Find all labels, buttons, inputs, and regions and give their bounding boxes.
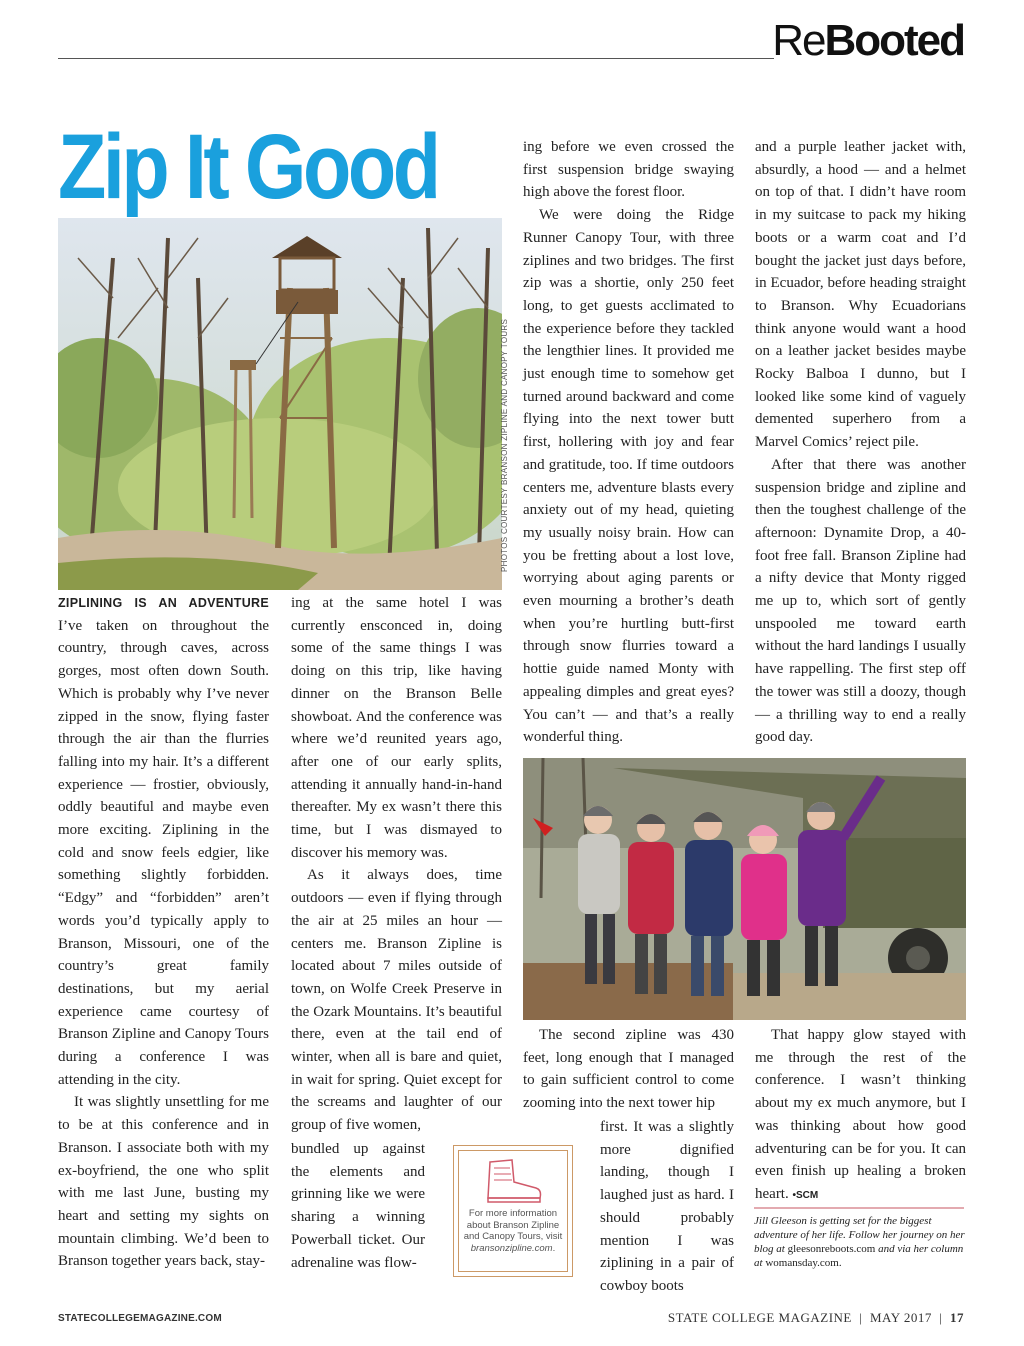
sidebar-text: For more information about Branson Zipline and Canopy Tours, visit bransonzipline.com.	[463, 1208, 563, 1254]
info-sidebar	[453, 1145, 573, 1277]
article-column-3-lower	[523, 1024, 734, 1115]
article-column-4-lower	[755, 1024, 966, 1208]
sidebar-link[interactable]: bransonzipline.com	[470, 1242, 553, 1254]
lead-in: ZIPLINING IS AN ADVENTURE	[58, 596, 269, 610]
article-column-3-wrap	[600, 1116, 734, 1298]
hiking-boot-icon	[482, 1156, 544, 1204]
bio-link-blog[interactable]: gleesonreboots.com	[787, 1243, 876, 1255]
issue-date: MAY 2017	[869, 1310, 932, 1325]
article-headline: Zip It Good	[58, 116, 438, 218]
bio-link-column[interactable]: womansday.com	[765, 1257, 839, 1269]
photo-credit: PHOTOS COURTESY BRANSON ZIPLINE AND CANOPY TOURS	[500, 318, 509, 572]
paragraph: ing before we even crossed the first suspension bridge swaying high above the forest floor.	[523, 139, 734, 201]
section-brand: ReBooted	[772, 16, 964, 65]
end-mark: •SCM	[792, 1189, 819, 1201]
article-column-3	[523, 136, 734, 749]
article-column-2	[291, 592, 502, 1137]
paragraph: bundled up against the elements and grinning like we were sharing a winning Powerball ticket. Our adrenaline was flow-	[291, 1141, 425, 1271]
paragraph: ZIPLINING IS AN ADVENTURE I’ve taken on throughout the country, through caves, across gorges, most often down South. Which is probably why I’ve never zipped in the snow, flying faster through the air than the flurries falling into my hair. It’s a different experience — frostier, obviously, oddly beautiful and maybe even more exciting. Ziplining in the cold and snow feels edgier, like something slightly forbidden. “Edgy” and “forbidden” aren’t words you’d typically apply to Branson, Missouri, one of the country’s great family destinations, but my aerial experience came courtesy of Branson Zipline and Canopy Tours during a conference I was attending in the city.	[58, 596, 269, 1088]
group-photo	[523, 758, 966, 1020]
paragraph: The second zipline was 430 feet, long enough that I managed to gain sufficient control to come zooming into the next tower hip	[523, 1027, 734, 1112]
zipline-tower-photo	[58, 218, 502, 590]
paragraph: That happy glow stayed with me through the rest of the conference. I wasn’t thinking about my ex much anymore, but I was thinking about how good adventuring can be for you. It can even finish up healing a broken heart. •SCM	[755, 1027, 966, 1202]
header-rule	[58, 58, 774, 59]
article-column-1	[58, 592, 269, 1273]
paragraph: It was slightly unsettling for me to be at this conference and in Branson. I associate both with my ex-boyfriend, the one who split with me last June, busting my heart and setting my sights on mountain climbing. We’d been to Branson together years back, stay-	[58, 1094, 269, 1270]
paragraph: We were doing the Ridge Runner Canopy Tour, with three ziplines and two bridges. The first zip was a shortie, only 250 feet long, to get guests acclimated to the experience before they tackled the lengthier lines. It provided me just enough time to somehow get turned around backward and come flying into the next tower butt first, hollering with joy and fear and gratitude, too. If time outdoors centers me, adventure blasts every anxiety out of my head, quieting my usually noisy brain. How can you be fretting about a lost love, worrying about aging parents or even mourning a brother’s death when you’re hurtling butt-first through snow flurries toward a hottie guide named Monty with appealing dimples and great eyes? You can’t — and that’s a really wonderful thing.	[523, 207, 734, 746]
article-column-4	[755, 136, 966, 749]
magazine-name: STATE COLLEGE MAGAZINE	[667, 1310, 852, 1325]
author-bio: Jill Gleeson is getting set for the biggest adventure of her life. Follow her journey on her blog at gleesonreboots.com and via her column at womansday.com.	[754, 1215, 965, 1269]
article-column-2-wrap	[291, 1138, 425, 1274]
paragraph: ing at the same hotel I was currently ensconced in, doing some of the same things I was doing on this trip, like having dinner on the Branson Belle showboat. And the conference was where we’d reunited years ago, after one of our early splits, attending it annually hand-in-hand thereafter. My ex wasn’t there this time, but I was dismayed to discover his memory was.	[291, 595, 502, 861]
paragraph: As it always does, time outdoors — even if flying through the air at 25 miles an hour — centers me. Branson Zipline is located about 7 miles outside of town, on Wolfe Creek Preserve in the Ozark Mountains. It’s beautiful there, even at the tail end of winter, when all is bare and quiet, in wait for spring. Quiet except for the screams and laughter of our group of five women,	[291, 867, 502, 1134]
page-number: 17	[950, 1310, 964, 1325]
bio-rule	[754, 1207, 964, 1209]
paragraph: first. It was a slightly more dignified landing, though I laughed just as hard. I should probably mention I was ziplining in a pair of cowboy boots	[600, 1119, 734, 1294]
paragraph: After that there was another suspension bridge and zipline and then the toughest challenge of the afternoon: Dynamite Drop, a 40-foot free fall. Branson Zipline had a nifty device that Monty rigged me up to, which sort of gently unspooled me toward earth without the hard landings I usually have rappelling. The first step off the tower was still a doozy, though — a thrilling way to end a really good day.	[755, 456, 966, 746]
footer-site: STATECOLLEGEMAGAZINE.COM	[58, 1313, 222, 1324]
paragraph: and a purple leather jacket with, absurdly, a hood — and a helmet on top of that. I didn’t have room in my suitcase to pack my hiking boots or a warm coat and I’d bought the jacket just days before, in Ecuador, before heading straight to Branson. Why Ecuadorians think anyone would want a hood on a leather jacket besides maybe Rocky Balboa I dunno, but I looked like some kind of vaguely demented superhero from a Marvel Comics’ reject pile.	[755, 139, 966, 451]
footer-folio: STATE COLLEGE MAGAZINE | MAY 2017 | 17	[667, 1310, 964, 1325]
